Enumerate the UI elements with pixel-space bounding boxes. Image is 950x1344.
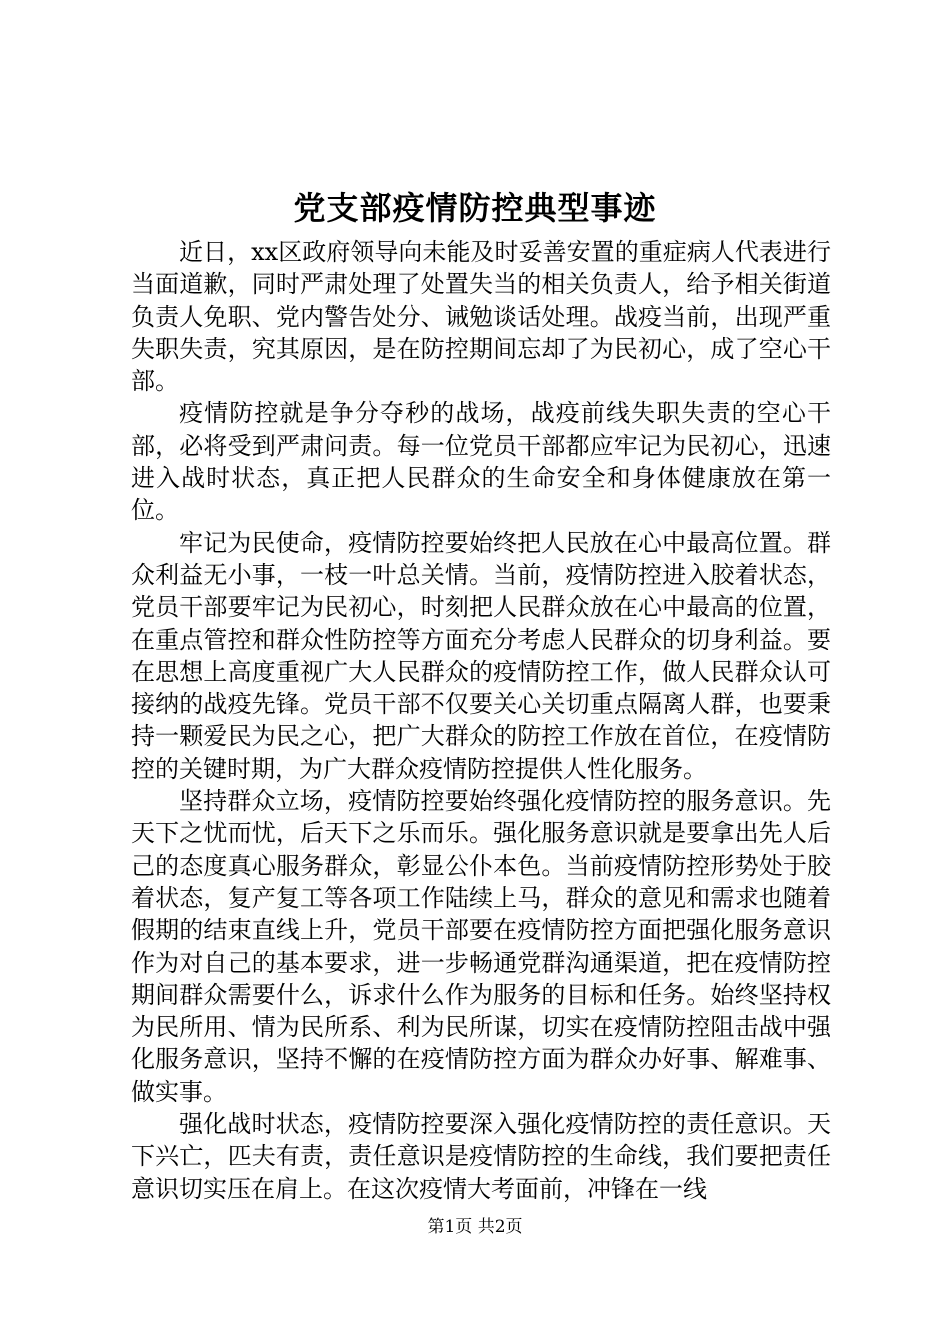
paragraph-3: 牢记为民使命，疫情防控要始终把人民放在心中最高位置。群众利益无小事，一枝一叶总关情。当前，疫情防控进入胶着状态，党员干部要牢记为民初心，时刻把人民群众放在心中最高的位置，在重点管控和群众性防控等方面充分考虑人民群众的切身利益。要在思想上高度重视广大人民群众的疫情防控工作，做人民群众认可接纳的战疫先锋。党员干部不仅要关心关切重点隔离人群，也要秉持一颗爱民为民之心，把广大群众的防控工作放在首位，在疫情防控的关键时期，为广大群众疫情防控提供人性化服务。 [131, 528, 831, 783]
document-body [131, 236, 831, 1205]
paragraph-2: 疫情防控就是争分夺秒的战场，战疫前线失职失责的空心干部，必将受到严肃问责。每一位党员干部都应牢记为民初心，迅速进入战时状态，真正把人民群众的生命安全和身体健康放在第一位。 [131, 399, 831, 525]
paragraph-4: 坚持群众立场，疫情防控要始终强化疫情防控的服务意识。先天下之忧而忧，后天下之乐而乐。强化服务意识就是要拿出先人后己的态度真心服务群众，彰显公仆本色。当前疫情防控形势处于胶着状态，复产复工等各项工作陆续上马，群众的意见和需求也随着假期的结束直线上升，党员干部要在疫情防控方面把强化服务意识作为对自己的基本要求，进一步畅通党群沟通渠道，把在疫情防控期间群众需要什么，诉求什么作为服务的目标和任务。始终坚持权为民所用、情为民所系、利为民所谋，切实在疫情防控阻击战中强化服务意识，坚持不懈的在疫情防控方面为群众办好事、解难事、做实事。 [131, 787, 831, 1106]
paragraph-1: 近日，xx区政府领导向未能及时妥善安置的重症病人代表进行当面道歉，同时严肃处理了处置失当的相关负责人，给予相关街道负责人免职、党内警告处分、诫勉谈话处理。战疫当前，出现严重失职失责，究其原因，是在防控期间忘却了为民初心，成了空心干部。 [131, 238, 831, 396]
page-title: 党支部疫情防控典型事迹 [293, 189, 657, 227]
paragraph-5: 强化战时状态，疫情防控要深入强化疫情防控的责任意识。天下兴亡，匹夫有责，责任意识是疫情防控的生命线，我们要把责任意识切实压在肩上。在这次疫情大考面前，冲锋在一线 [131, 1110, 831, 1203]
page-number-footer: 第1页 共2页 [427, 1217, 523, 1237]
